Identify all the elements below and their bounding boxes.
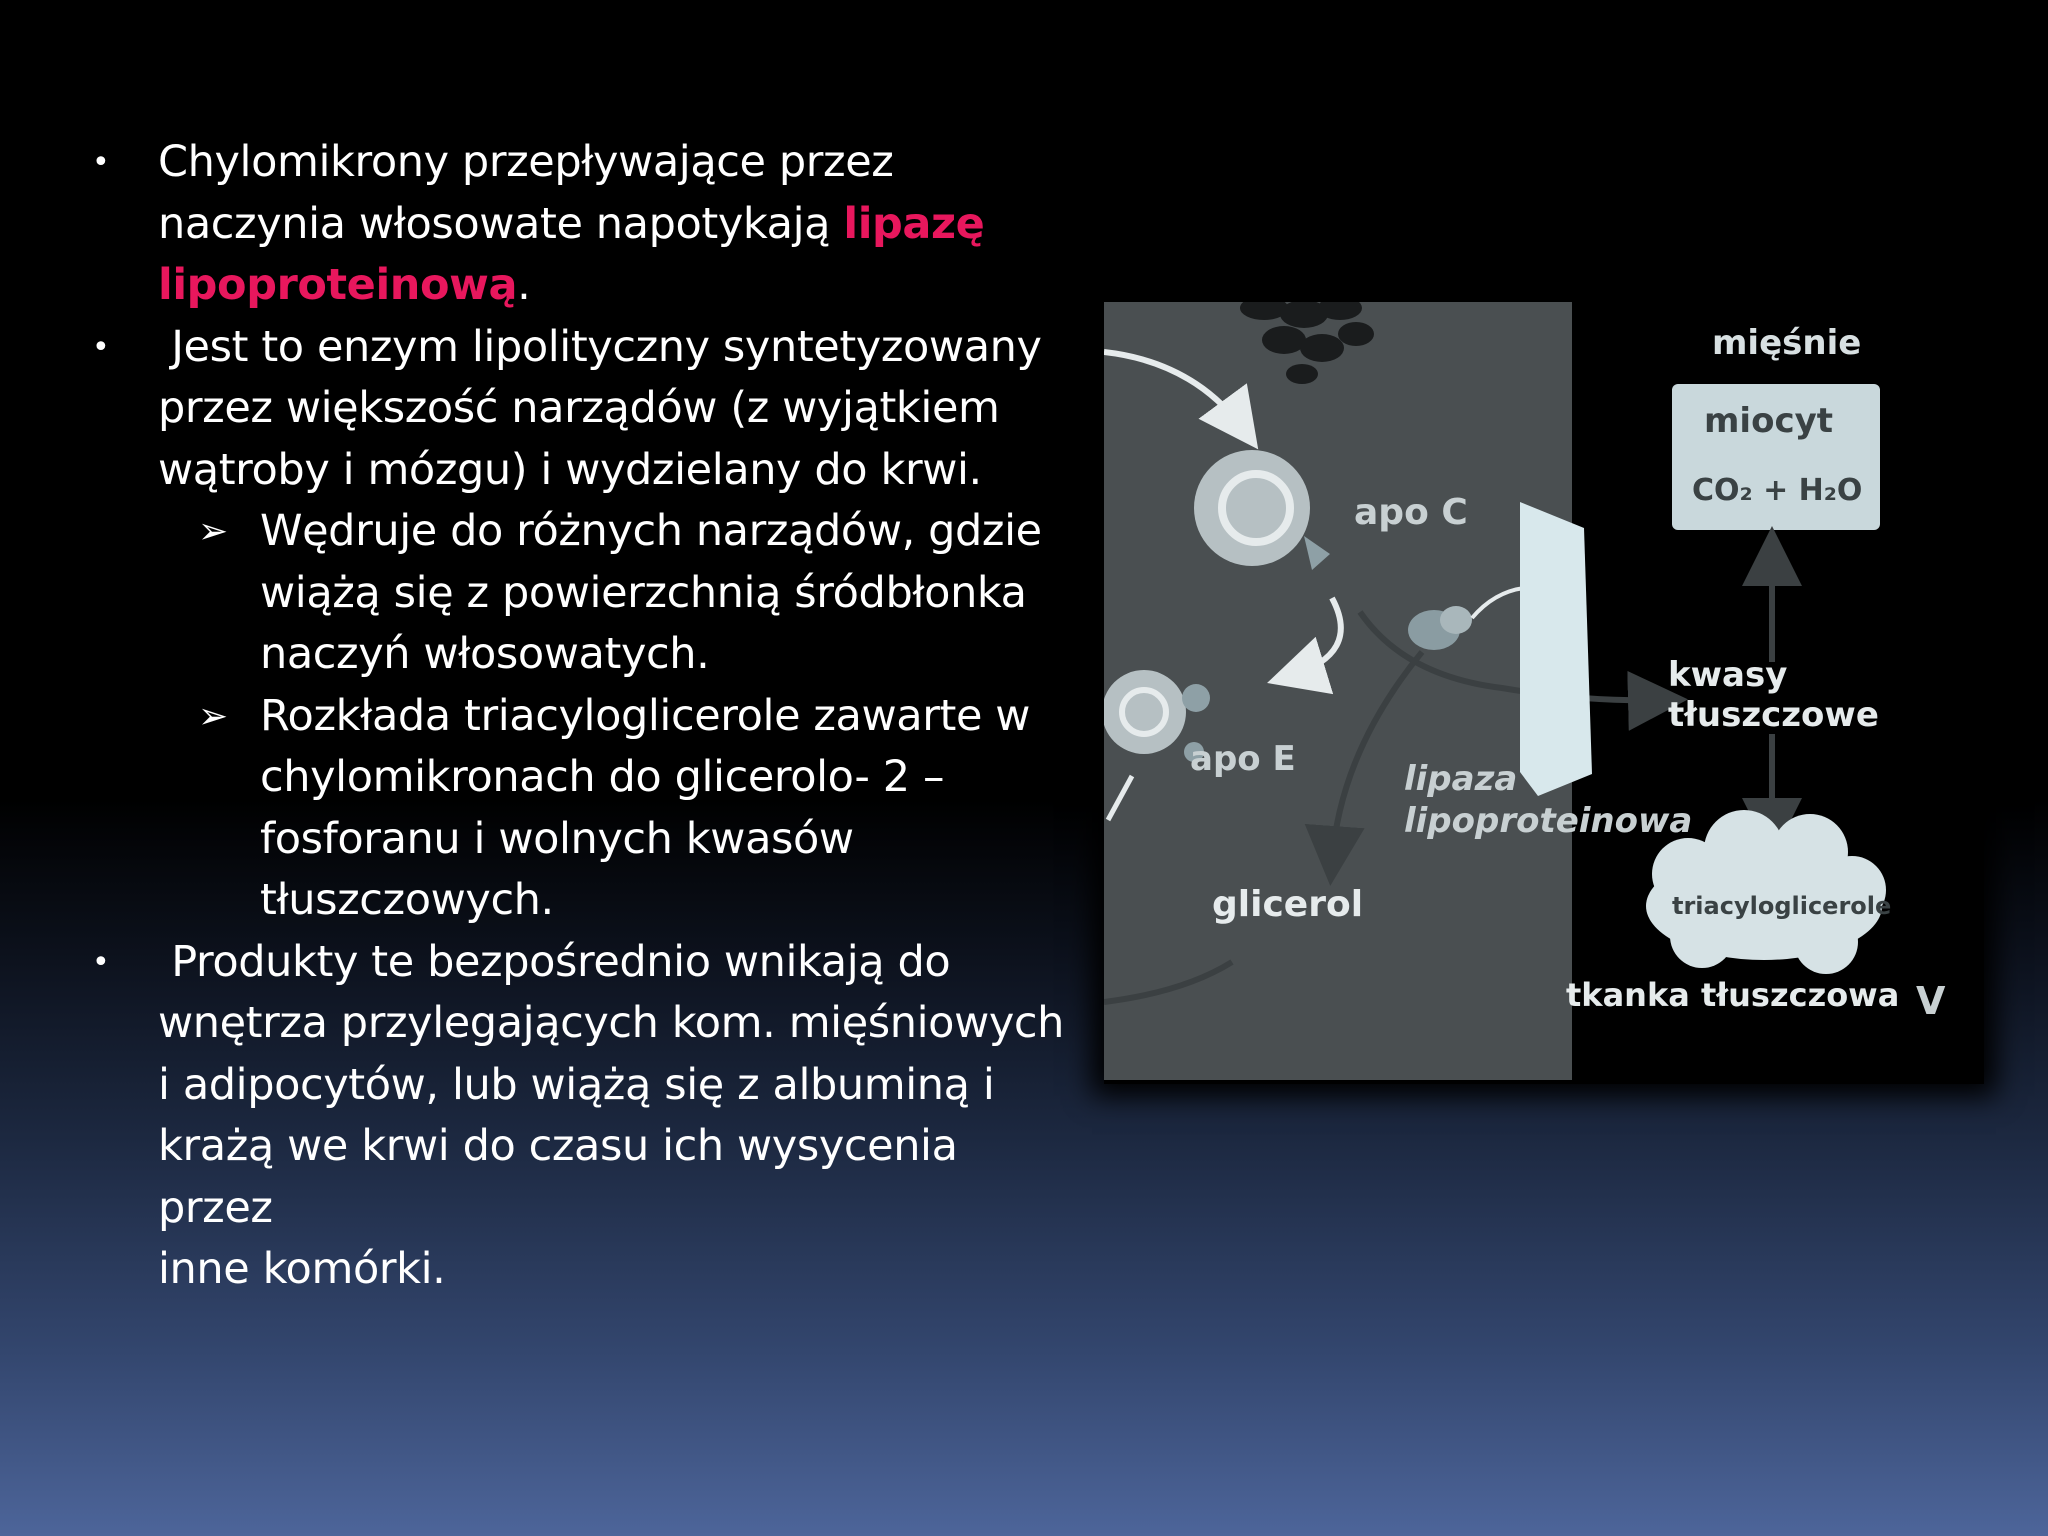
fatty-acids-label-line2: tłuszczowe xyxy=(1668,695,1879,735)
myocyte-label: miocyt xyxy=(1704,401,1834,441)
highlighted-term: lipazę xyxy=(843,198,985,249)
lipase-label-line2: lipoproteinowa xyxy=(1404,801,1693,841)
sub-bullet-item xyxy=(86,501,1076,686)
bullet-line: inne komórki. xyxy=(158,1244,446,1294)
sub-bullet-line: wiążą się z powierzchnią śródbłonka xyxy=(260,567,1027,618)
bullet-line: Jest to enzym lipolityczny syntetyzowany xyxy=(158,321,1042,372)
muscle-label: mięśnie xyxy=(1712,323,1862,363)
triacylglycerol-label: triacyloglicerole xyxy=(1672,892,1892,920)
bullet-item xyxy=(86,132,1076,317)
bullet-line: krażą we krwi do czasu ich wysycenia przez xyxy=(158,1121,958,1233)
bullet-line: wątroby i mózgu) i wydzielany do krwi. xyxy=(158,444,982,495)
glycerol-label: glicerol xyxy=(1212,884,1364,925)
bullet-text: . xyxy=(517,260,531,310)
sub-bullet-line: Wędruje do różnych narządów, gdzie xyxy=(260,506,1042,556)
arrow-bullet-icon: ➢ xyxy=(198,695,228,737)
bullet-line: Chylomikrony przepływające przez xyxy=(158,137,894,187)
slide-text xyxy=(86,132,1076,1301)
sub-bullet-line: fosforanu i wolnych kwasów xyxy=(260,813,854,864)
bullet-text: naczynia włosowate napotykają xyxy=(158,198,844,249)
bullet-dot: • xyxy=(92,944,110,980)
diagram-svg xyxy=(1104,302,1984,1084)
sub-bullet-line: tłuszczowych. xyxy=(260,875,554,925)
bullet-dot: • xyxy=(92,329,110,365)
lipoprotein-lipase-diagram xyxy=(1104,302,1984,1084)
bullet-line xyxy=(158,194,1076,256)
bullet-line: wnętrza przylegających kom. mięśniowych xyxy=(158,998,1065,1048)
fatty-acids-label-line1: kwasy xyxy=(1668,655,1788,695)
bullet-line: i adipocytów, lub wiążą się z albuminą i xyxy=(158,1059,995,1110)
endothelium-wall xyxy=(1520,502,1592,796)
bullet-line: przez większość narządów (z wyjątkiem xyxy=(158,383,1000,433)
sub-bullet-line: Rozkłada triacyloglicerole zawarte w xyxy=(260,690,1031,741)
co2-h2o-label: CO₂ + H₂O xyxy=(1692,473,1863,508)
apoe-label: apo E xyxy=(1190,739,1296,779)
highlighted-term: lipoproteinową xyxy=(158,260,518,310)
sub-bullet-line: naczyń włosowatych. xyxy=(260,629,710,679)
corner-mark: V xyxy=(1916,979,1946,1023)
bullet-line xyxy=(158,255,1076,317)
bullet-item xyxy=(86,932,1076,1301)
sub-bullet-item xyxy=(86,686,1076,932)
apoc-label: apo C xyxy=(1354,492,1468,533)
lipase-label-line1: lipaza xyxy=(1404,759,1518,799)
sub-bullet-line: chylomikronach do glicerolo- 2 – xyxy=(260,752,945,802)
bullet-line: Produkty te bezpośrednio wnikają do xyxy=(158,936,951,987)
arrow-bullet-icon: ➢ xyxy=(198,511,228,552)
bullet-item xyxy=(86,317,1076,502)
adipose-label: tkanka tłuszczowa xyxy=(1566,976,1900,1014)
bullet-dot: • xyxy=(92,145,110,180)
